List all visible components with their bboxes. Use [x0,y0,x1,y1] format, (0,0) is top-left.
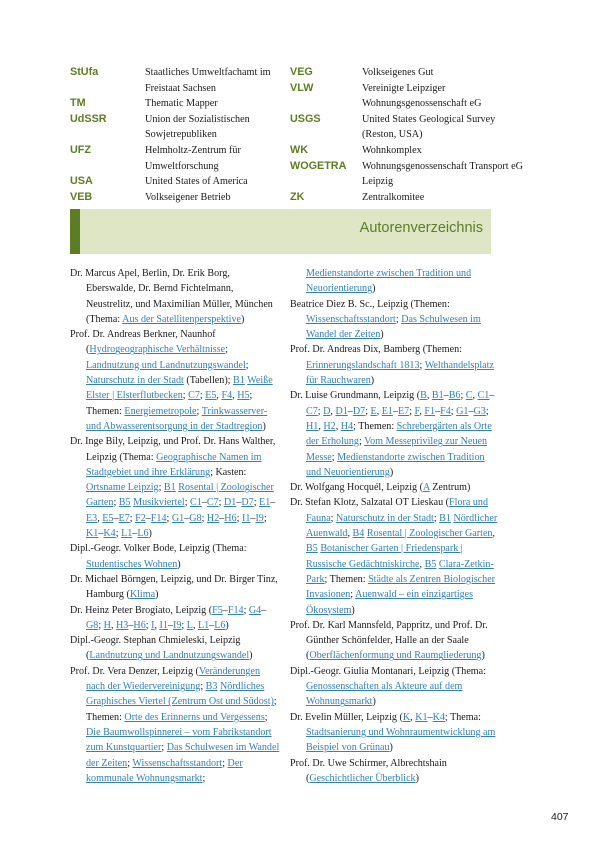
abbreviation-list-right [290,65,530,205]
author-entry [290,266,500,297]
entry-text: ; [202,772,206,784]
entry-text: – [222,604,228,616]
chapter-link[interactable]: C7 [306,405,318,417]
chapter-link[interactable]: I9 [172,619,182,631]
chapter-link[interactable]: E3 [86,512,98,524]
chapter-link[interactable]: D [323,405,331,417]
chapter-link[interactable]: G1 [171,512,185,524]
entry-text: – [489,390,495,402]
chapter-link[interactable]: Ortsname Leipzig [86,482,159,494]
chapter-link[interactable]: Rosental | Zoologischer Garten [366,528,493,540]
entry-text: ; [199,390,206,402]
entry-text: , [110,619,117,631]
chapter-link[interactable]: D1 [223,497,237,509]
chapter-link[interactable]: Energiemetropole [124,405,197,417]
chapter-link[interactable]: Naturschutz in der Stadt [86,375,184,387]
entry-text: – [392,405,398,417]
entry-text: ; [317,405,324,417]
entry-text: ; [181,619,187,631]
chapter-link[interactable]: B1 [233,375,245,387]
chapter-link[interactable]: F4 [221,390,233,402]
chapter-link[interactable]: G1 [456,405,469,417]
author-entry [290,495,500,617]
chapter-link[interactable]: H3 [116,619,129,631]
chapter-link[interactable]: K4 [103,528,116,540]
entry-text: Dr. Evelin Müller, Leipzig ( [290,711,403,723]
entry-text: – [184,512,190,524]
abbreviation-description: Vereinigte Leipziger Wohnungsgenossenschaft eG [362,82,482,110]
entry-text: ; Kasten: [210,466,247,478]
abbreviation-description: Thematic Mapper [145,98,218,110]
chapter-link[interactable]: Auenwald – ein einzigartiges Ökosystem [306,589,474,616]
abbreviation-row [70,65,295,96]
abbreviation-description: Union der Sozialistischen Sowjetrepubliken [145,113,250,141]
abbreviation-list-left [70,65,295,205]
chapter-link[interactable]: L [186,619,193,631]
chapter-link[interactable]: H2 [206,512,220,524]
author-entry [290,388,500,480]
chapter-link[interactable]: C7 [206,497,219,509]
entry-text: ; [236,512,242,524]
chapter-link[interactable]: L6 [214,619,226,631]
chapter-link[interactable]: Nördlicher Auenwald [306,512,498,540]
chapter-link[interactable]: Das Schulwesen im Wandel der Zeiten [306,313,481,341]
abbreviation-row [70,112,295,143]
chapter-link[interactable]: F2 [135,512,146,524]
entry-text: ; [196,405,202,417]
author-entry [70,572,280,603]
chapter-link[interactable]: Die Baumwollspinnerei – vom Fabrikstandort zum Kunstquartier [86,726,272,754]
entry-text: , [472,390,478,402]
author-entry [290,342,500,388]
abbreviation-row [290,81,530,112]
chapter-link[interactable]: B1 [439,512,451,524]
abbreviation-code: StUfa [70,66,99,78]
entry-text: ) [415,772,419,784]
entry-text: – [261,604,267,616]
entry-text: ; [433,512,440,524]
chapter-link[interactable]: Weiße Elster | Elsterflutbecken [86,375,273,402]
abbreviation-description: Volkseigener Betrieb [145,191,231,203]
chapter-link[interactable]: Musikviertel [133,497,185,509]
chapter-link[interactable]: E7 [398,405,410,417]
page-number: 407 [551,811,569,823]
entry-text: ) [380,329,384,341]
chapter-link[interactable]: K1 [415,711,428,723]
chapter-link[interactable]: F [414,405,420,417]
entry-text: ; [245,359,249,371]
entry-text: ; [450,405,457,417]
entry-text: ; [253,497,260,509]
chapter-link[interactable]: Hydrogeographische Verhältnisse [89,344,226,356]
chapter-link[interactable]: Der kommunale Wohnungsmarkt [86,757,243,784]
entry-text: ; [263,512,267,524]
entry-text: ; [218,497,224,509]
section-title: Autorenverzeichnis [359,220,483,236]
chapter-link[interactable]: H6 [224,512,237,524]
abbreviation-row [70,190,295,206]
entry-text: ; [264,711,268,723]
chapter-link[interactable]: Medienstandorte zwischen Tradition und Neuorientierung [306,451,485,478]
entry-text: ; [365,405,371,417]
entry-text: Prof. Dr. Uwe Schirmer, Albrechtshain ( [290,757,447,784]
entry-text: ) [148,528,152,540]
chapter-link[interactable]: G8 [189,512,202,524]
entry-text: ; [419,359,425,371]
chapter-link[interactable]: F14 [150,512,167,524]
entry-text: – [209,619,215,631]
abbreviation-description: Staatliches Umweltfachamt im Freistaat Sachsen [145,67,271,94]
abbreviation-description: Wohnkomplex [362,144,422,156]
entry-text: ; [225,344,228,356]
chapter-link[interactable]: I9 [255,512,264,524]
abbreviation-row [290,143,530,159]
entry-text: ; [145,619,152,631]
chapter-link[interactable]: Das Schulwesen im Wandel der Zeiten [86,742,280,769]
entry-text: ; [200,681,206,693]
entry-text: ; [184,497,191,509]
chapter-link[interactable]: Orte des Erinnerns und Vergessens [124,711,265,723]
entry-text: Dr. Marcus Apel, Berlin, Dr. Erik Borg, Eberswalde, Dr. Bernd Fichtelmann, Neustrelitz, und Maximilian Müller, München (Thema: [70,268,273,325]
entry-text: Dr. Michael Börngen, Leipzig, und Dr. Birger Tinz, Hamburg ( [70,573,278,601]
entry-text: ; [127,757,133,769]
chapter-link[interactable]: B3 [205,681,218,693]
entry-text: ; [460,390,466,402]
entry-text: – [145,512,151,524]
chapter-link[interactable]: Studentisches Wohnen [86,558,178,570]
chapter-link[interactable]: Schrebergärten als Orte der Erholung [306,420,492,448]
section-accent-bar [70,209,80,254]
entry-text: Dipl.-Geogr. Volker Bode, Leipzig (Thema: [70,543,247,555]
entry-text: , [192,619,198,631]
entry-text: ; [222,757,228,769]
chapter-link[interactable]: G3 [473,405,486,417]
entry-text: ; [331,451,338,463]
entry-text: ; [485,405,489,417]
author-entry [290,480,500,495]
entry-text: , [330,405,336,417]
chapter-link[interactable]: H2 [323,420,336,432]
chapter-link[interactable]: Naturschutz in der Stadt [336,512,434,524]
chapter-link[interactable]: E1 [381,405,393,417]
chapter-link[interactable]: B6 [448,390,461,402]
abbreviation-code: USA [70,175,93,188]
chapter-link[interactable]: Aus der Satellitenperspektive [122,313,242,325]
entry-text: Dipl.-Geogr. Giulia Montanari, Leipzig (Thema: [290,665,486,677]
entry-text: ) [372,283,376,295]
abbreviation-row [70,174,295,190]
entry-text: ) [370,375,375,387]
chapter-link[interactable]: Landnutzung und Landnutzungswandel [86,359,246,371]
abbreviation-code: TM [70,97,86,110]
entry-text: – [98,528,104,540]
chapter-link[interactable]: Rosental | Zoologischer Garten [86,482,274,509]
chapter-link[interactable]: K [402,711,411,723]
entry-text: ; [358,436,365,448]
chapter-link[interactable]: Trinkwasserver- und Abwasserentsorgung in der Stadtregion [86,405,268,432]
author-column-left [70,266,280,786]
chapter-link[interactable]: E [370,405,377,417]
chapter-link[interactable]: B5 [118,497,131,509]
chapter-link[interactable]: F1 [424,405,436,417]
chapter-link[interactable]: Erinnerungslandschaft 1813 [306,359,420,371]
entry-text: Prof. Dr. Andreas Dix, Bamberg (Themen: [290,344,462,356]
chapter-link[interactable]: D1 [335,405,348,417]
chapter-link[interactable]: Landnutzung und Landnutzungswandel [89,650,250,662]
author-column-right [290,266,500,786]
chapter-link[interactable]: B1 [431,390,444,402]
entry-text: , [347,528,353,540]
entry-text: , [426,390,432,402]
entry-text: , [419,405,425,417]
entry-text: – [236,497,242,509]
entry-text: – [427,711,433,723]
chapter-link[interactable]: Genossenschaften als Akteure auf dem Wohnungsmarkt [306,681,463,708]
entry-text: ; [182,390,189,402]
entry-text: (Tabellen); [183,375,234,387]
chapter-link[interactable]: Vom Messeprivileg zur Neuen Messe [306,436,488,463]
entry-text: ; [243,604,249,616]
abbreviation-code: ZK [290,190,305,203]
entry-text: ; [98,619,104,631]
entry-text: ) [389,466,394,478]
chapter-link[interactable]: C1 [190,497,202,509]
entry-text: ) [262,420,266,432]
entry-text: , [410,711,416,723]
chapter-link[interactable]: L1 [121,528,133,540]
chapter-link[interactable]: Medienstandorte zwischen Tradition und Neuorientierung [306,268,472,295]
chapter-link[interactable]: D7 [241,497,254,509]
chapter-link[interactable]: C7 [188,390,200,402]
chapter-link[interactable]: H1 [306,420,319,432]
entry-text: , [492,528,496,540]
chapter-link[interactable]: E1 [259,497,271,509]
chapter-link[interactable]: E5 [205,390,217,402]
entry-text: – [132,528,138,540]
entry-text: – [347,405,353,417]
chapter-link[interactable]: D7 [352,405,366,417]
entry-text: ; [330,512,336,524]
abbreviation-code: VLW [290,81,314,94]
section-header [70,209,491,254]
chapter-link[interactable]: F14 [227,604,244,616]
chapter-link[interactable]: E7 [118,512,130,524]
abbreviation-description: Helmholtz-Zentrum für Umweltforschung [145,144,241,172]
abbreviation-description: United States Geological Survey (Reston, USA) [362,113,496,141]
chapter-link[interactable]: Wissenschaftsstandort [306,313,396,325]
entry-text: Dipl.-Geogr. Stephan Chmieleski, Leipzig ( [70,635,241,662]
chapter-link[interactable]: Veränderungen nach der Wiedervereinigung [86,665,261,693]
entry-text: – [113,512,119,524]
entry-text: ) [241,313,245,325]
entry-text: – [219,512,225,524]
chapter-link[interactable]: Flora und Fauna [306,497,489,524]
entry-text: Dr. Stefan Klotz, Salzatal OT Lieskau ( [290,497,450,509]
entry-text: ; [395,313,402,325]
chapter-link[interactable]: C1 [477,390,490,402]
chapter-link[interactable]: H5 [237,390,250,402]
author-entry [70,266,280,327]
entry-text: ; [113,497,119,509]
author-entry [70,664,280,786]
entry-text: ; [129,512,136,524]
chapter-link[interactable]: Wissenschaftsstandort [132,757,223,769]
entry-text: , [376,405,382,417]
chapter-link[interactable]: Welthandelsplatz für Rauchwaren [306,359,494,387]
entry-text: , [216,390,222,402]
abbreviation-row [290,112,530,143]
entry-text: – [250,512,256,524]
entry-text: – [201,497,207,509]
chapter-link[interactable]: Oberflächenformung und Raumgliederung [309,650,482,662]
entry-text: ) [177,558,181,570]
entry-text: ; Themen: [86,390,253,417]
entry-text: ; Themen: [86,696,277,723]
entry-text: – [468,405,474,417]
entry-text: ; Thema: [444,711,481,723]
entry-text: ; [115,528,122,540]
entry-text: – [443,390,449,402]
entry-text: Beatrice Diez B. Sc., Leipzig (Themen: [290,298,450,310]
chapter-link[interactable]: I1 [241,512,251,524]
author-entry [70,434,280,541]
entry-text: Dr. Heinz Peter Brogiato, Leipzig ( [70,604,213,616]
chapter-link[interactable]: G4 [248,604,262,616]
chapter-link[interactable]: B [420,390,427,402]
entry-text: ; [350,589,356,601]
entry-text: ; [409,405,415,417]
author-entry [70,633,280,664]
entry-text: , [318,420,324,432]
chapter-link[interactable]: B5 [424,558,437,570]
chapter-link[interactable]: E5 [102,512,114,524]
entry-text: ; [166,512,172,524]
author-entry [290,756,500,787]
abbreviation-row [290,65,530,81]
abbreviation-row [70,96,295,112]
chapter-link[interactable]: Geographische Namen im Stadtgebiet und ihre Erklärung [86,451,262,478]
chapter-link[interactable]: G8 [86,619,99,631]
entry-text: , [335,420,341,432]
entry-text: ; [161,742,167,754]
chapter-link[interactable]: I1 [159,619,168,631]
chapter-link[interactable]: H [103,619,111,631]
entry-text: ; [158,482,164,494]
entry-text: – [128,619,134,631]
chapter-link[interactable]: Stadtsanierung und Wohnraumentwicklung am Beispiel von Grünau [306,726,496,754]
abbreviation-code: UdSSR [70,112,107,125]
author-entry [290,664,500,710]
abbreviation-description: Wohnungsgenossenschaft Transport eG Leipzig [362,160,524,188]
chapter-link[interactable]: K1 [86,528,99,540]
entry-text: ) [225,619,229,631]
chapter-link[interactable]: F5 [212,604,223,616]
abbreviation-description: United States of America [145,176,248,188]
abbreviation-code: WK [290,143,308,156]
abbreviation-code: VEB [70,190,93,203]
entry-text: ; Themen: [324,573,369,585]
chapter-link[interactable]: H4 [340,420,354,432]
chapter-link[interactable]: C [465,390,473,402]
entry-text: ) [372,696,376,708]
chapter-link[interactable]: Städte als Zentren Biologischer Invasionen [306,573,496,601]
entry-text: , [419,558,425,570]
abbreviation-code: WOGETRA [290,159,347,172]
entry-text: – [270,497,276,509]
entry-text: Prof. Dr. Karl Mannsfeld, Pappritz, und Prof. Dr. Günther Schönfelder, Halle an der Saale ( [290,619,488,662]
entry-text: Dr. Wolfgang Hocquél, Leipzig ( [290,482,423,494]
chapter-link[interactable]: Klima [129,589,156,601]
author-entry [70,327,280,434]
entry-text: Zentrum) [429,482,471,494]
chapter-link[interactable]: B1 [163,482,176,494]
entry-text: ; Themen: [353,420,397,432]
entry-text: Prof. Dr. Andreas Berkner, Naunhof ( [70,329,216,356]
entry-text: ) [481,650,485,662]
entry-text: ) [389,742,393,754]
abbreviation-row [290,190,530,206]
abbreviation-row [290,159,530,190]
abbreviation-description: Volkseigenes Gut [362,67,434,78]
chapter-link[interactable]: F4 [440,405,451,417]
chapter-link[interactable]: H6 [133,619,146,631]
abbreviation-row [70,143,295,174]
chapter-link[interactable]: L6 [137,528,149,540]
chapter-link[interactable]: B4 [352,528,365,540]
abbreviation-code: UFZ [70,143,91,156]
chapter-link[interactable]: Nördliches Graphisches Viertel (Zentrum Ost und Südost) [86,681,274,708]
chapter-link[interactable]: Clara-Zetkin-Park [306,558,494,585]
abbreviation-code: USGS [290,112,321,125]
author-entry [70,541,280,572]
entry-text: Dr. Inge Bily, Leipzig, und Prof. Dr. Hans Walther, Leipzig (Thema: [70,436,276,463]
chapter-link[interactable]: L1 [197,619,210,631]
chapter-link[interactable]: Botanischer Garten | Friedenspark | Russische Gedächtniskirche [306,543,463,570]
abbreviation-description: Zentralkomitee [362,191,425,203]
entry-text: ) [249,650,253,662]
abbreviation-code: VEG [290,66,313,78]
entry-text: – [167,619,173,631]
entry-text: , [97,512,103,524]
entry-text: Prof. Dr. Vera Denzer, Leipzig ( [70,665,199,677]
entry-text: ) [351,604,355,616]
author-entry [290,710,500,756]
entry-text: ; [201,512,207,524]
author-entry [70,603,280,634]
entry-text: , [232,390,238,402]
chapter-link[interactable]: B5 [306,543,318,555]
chapter-link[interactable]: A [423,482,430,494]
chapter-link[interactable]: K4 [432,711,445,723]
entry-text: – [435,405,441,417]
author-entry [290,618,500,664]
entry-text: , [154,619,160,631]
author-entry [290,297,500,343]
entry-text: ) [155,589,159,601]
chapter-link[interactable]: I [151,619,155,631]
entry-text: Dr. Luise Grundmann, Leipzig ( [290,390,421,402]
chapter-link[interactable]: Geschichtlicher Überblick [309,772,416,784]
